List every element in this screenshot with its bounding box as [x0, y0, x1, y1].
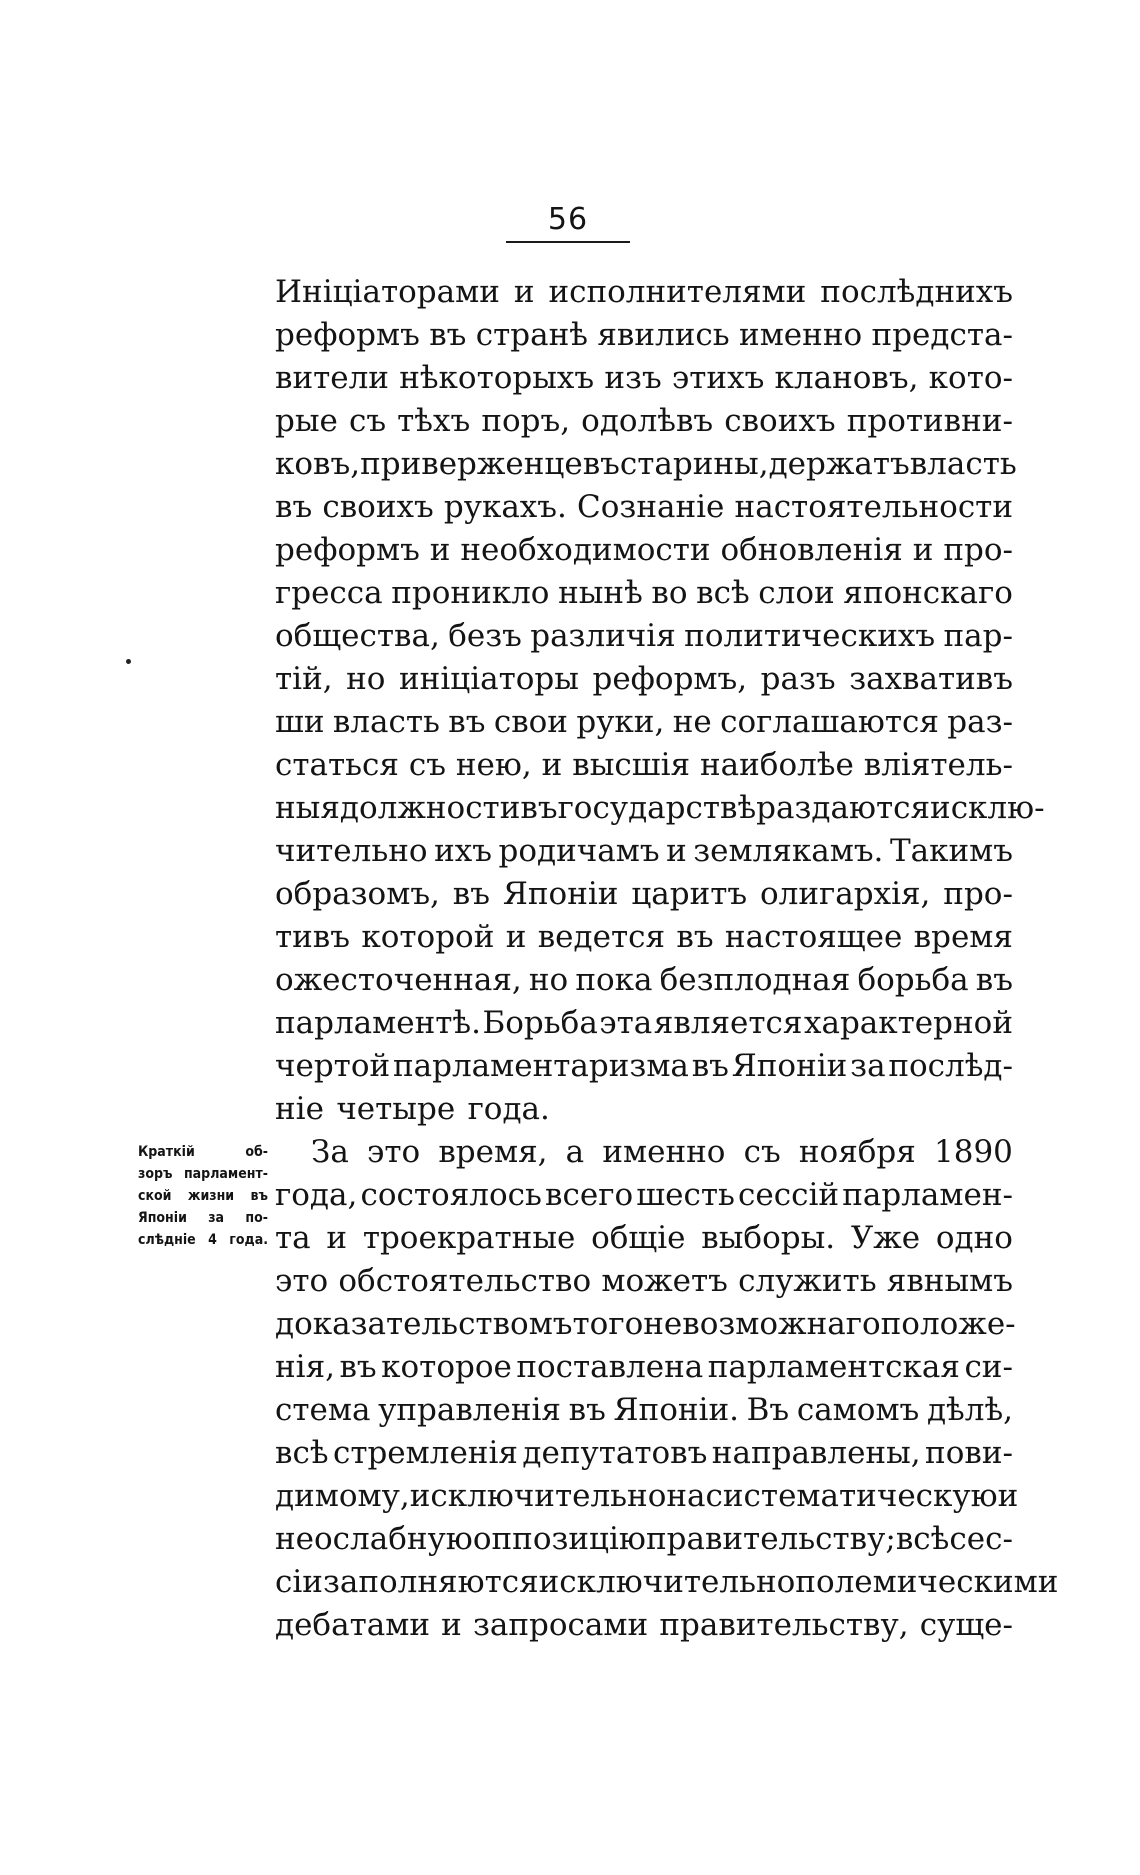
margin-note-line: ской жизни въ	[138, 1188, 268, 1204]
text-line: тивъ которой и ведется въ настоящее время	[275, 919, 1013, 955]
text-line: реформъ и необходимости обновленiя и про-	[275, 532, 1013, 568]
text-line: ныя должности въ государствѣ раздаются исклю-	[275, 790, 1045, 826]
text-line: общества, безъ различiя политическихъ пар-	[275, 618, 1013, 654]
text-line: образомъ, въ Японiи царитъ олигархiя, про-	[275, 876, 1013, 912]
text-line: нiе четыре года.	[275, 1091, 550, 1127]
text-line: неослабную оппозицiю правительству; всѣ сес-	[275, 1521, 1013, 1557]
paragraph-2	[275, 1131, 1059, 1647]
text-line: доказательствомъ того невозможнаго положе-	[275, 1306, 1016, 1342]
text-line: статься съ нею, и высшiя наиболѣе влiятель-	[275, 747, 1013, 783]
text-line: стема управленiя въ Японiи. Въ самомъ дѣлѣ,	[275, 1392, 1013, 1428]
text-line: нiя, въ которое поставлена парламентская си-	[275, 1349, 1013, 1385]
margin-note-line: Краткiй об-	[138, 1144, 268, 1160]
text-line: ковъ, приверженцевъ старины, держатъ власть	[275, 446, 1017, 482]
text-line: парламентѣ. Борьба эта является характерной	[275, 1005, 1013, 1041]
margin-note-line: Японiи за по-	[138, 1210, 268, 1226]
text-line: дебатами и запросами правительству, суще-	[275, 1607, 1013, 1643]
page-header	[506, 201, 630, 243]
margin-note-line: зоръ парламент-	[138, 1166, 268, 1182]
text-line: въ своихъ рукахъ. Сознанiе настоятельности	[275, 489, 1013, 525]
text-line: димому, исключительно на систематическую и	[275, 1478, 1019, 1514]
text-line: чертой парламентаризма въ Японiи за послѣд-	[275, 1048, 1013, 1084]
text-line: тiй, но инiцiаторы реформъ, разъ захвативъ	[275, 661, 1013, 697]
text-line: года, состоялось всего шесть сессiй парламен-	[275, 1177, 1013, 1213]
text-line: ши власть въ свои руки, не соглашаются раз-	[275, 704, 1013, 740]
text-line: гресса проникло нынѣ во всѣ слои японскаго	[275, 575, 1013, 611]
text-line: всѣ стремленiя депутатовъ направлены, пови-	[275, 1435, 1013, 1471]
text-line: сiи заполняются исключительно полемическими	[275, 1564, 1059, 1600]
margin-note	[138, 1141, 268, 1251]
text-line: ожесточенная, но пока безплодная борьба въ	[275, 962, 1013, 998]
margin-note-line: слѣднiе 4 года.	[138, 1232, 268, 1248]
page-number: 56	[547, 202, 589, 237]
text-line: реформъ въ странѣ явились именно предста-	[275, 317, 1013, 353]
text-line: чительно ихъ родичамъ и землякамъ. Такимъ	[275, 833, 1013, 869]
text-line: За это время, а именно съ ноября 1890	[311, 1134, 1013, 1170]
paragraph-1	[275, 271, 1045, 1131]
text-line: та и троекратные общiе выборы. Уже одно	[275, 1220, 1013, 1256]
text-line: рые съ тѣхъ поръ, одолѣвъ своихъ противни-	[275, 403, 1013, 439]
text-line: это обстоятельство можетъ служить явнымъ	[275, 1263, 1013, 1299]
header-rule	[506, 241, 630, 243]
print-speck	[126, 659, 131, 664]
text-line: вители нѣкоторыхъ изъ этихъ клановъ, кото-	[275, 360, 1013, 396]
text-line: Инiцiаторами и исполнителями послѣднихъ	[275, 274, 1013, 310]
